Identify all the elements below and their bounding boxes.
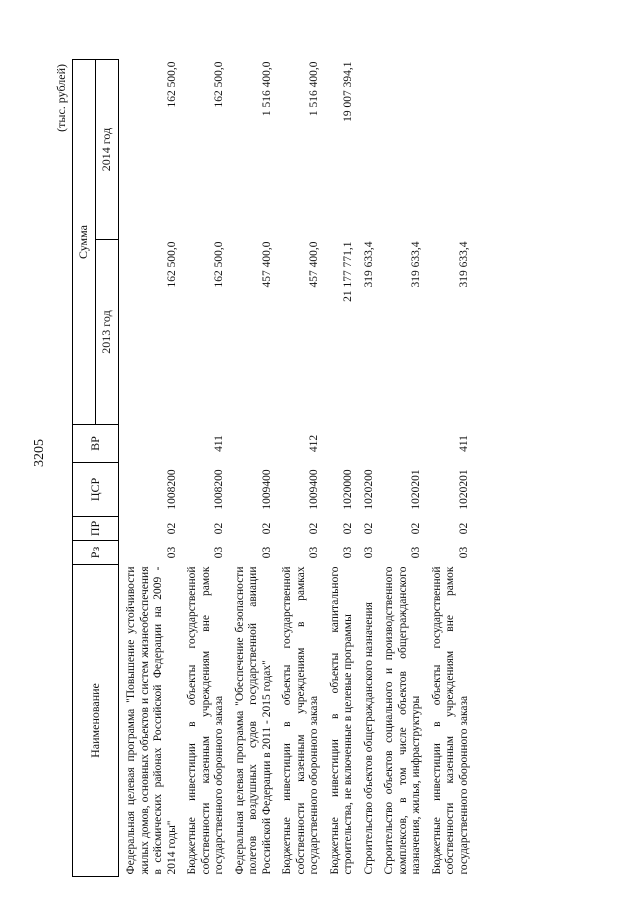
units-label: (тыс. рублей): [54, 64, 68, 132]
row-csr: 1008200: [213, 469, 225, 510]
row-vr: [119, 425, 184, 463]
header-csr: ЦСР: [73, 463, 119, 517]
row-sum-2013: 21 177 771,1: [342, 241, 354, 302]
row-sum-2014: 162 500,0: [213, 61, 225, 108]
row-sum-2014: 1 516 400,0: [308, 61, 320, 117]
row-rz: 03: [362, 546, 375, 559]
row-pr: 02: [165, 522, 178, 535]
row-vr: 411: [457, 435, 470, 452]
row-pr: 02: [260, 522, 273, 535]
row-pr: 02: [362, 522, 375, 535]
table-row: [380, 59, 428, 876]
row-name: Бюджетные инвестиции в объекты государственной собственности казенным учреждениям вне рамок государственного оборонного заказа: [430, 566, 470, 875]
row-vr: 411: [213, 435, 225, 452]
row-sum-2014: [360, 59, 381, 239]
row-sum-2013: 457 400,0: [260, 241, 273, 288]
row-csr: 1020000: [342, 469, 354, 510]
row-pr: 02: [308, 522, 320, 535]
row-name: Строительство объектов социального и производственного комплексов, в том числе объектов общегражданского назначения, жилья, инфраструктуры: [383, 566, 422, 875]
row-sum-2013: 162 500,0: [213, 241, 225, 288]
row-csr: 1009400: [260, 469, 273, 510]
row-vr: [360, 425, 381, 463]
header-vr: ВР: [73, 425, 119, 463]
row-vr: [326, 425, 360, 463]
row-sum-2014: [428, 59, 476, 239]
table-row: [326, 59, 360, 876]
row-sum-2014: [380, 59, 428, 239]
row-name: Бюджетные инвестиции в объекты капитального строительства, не включенные в целевые программы: [328, 566, 354, 875]
row-name: Федеральная целевая программа "Обеспечение безопасности полетов воздушных судов государственной авиации Российской Федерации в 2011 - 2015 годах": [233, 566, 273, 875]
row-name: Строительство объектов общегражданского назначения: [362, 602, 375, 875]
row-rz: 03: [457, 546, 470, 559]
budget-table: [72, 59, 475, 877]
row-sum-2013: 319 633,4: [362, 241, 375, 288]
table-row: [428, 59, 476, 876]
row-sum-2014: 1 516 400,0: [260, 61, 273, 117]
table-row: [183, 59, 231, 876]
table-row: [119, 59, 184, 876]
row-name: Федеральная целевая программа "Повышение устойчивости жилых домов, основных объектов и систем жизнеобеспечения в сейсмических районах Российской Федерации на 2009 - 2014 годы": [125, 566, 178, 875]
table-row: [360, 59, 381, 876]
row-rz: 03: [260, 546, 273, 559]
header-2014: 2014 год: [96, 59, 119, 239]
row-pr: 02: [457, 522, 470, 535]
table-row: [278, 59, 326, 876]
row-pr: 02: [342, 522, 354, 535]
row-sum-2013: 162 500,0: [165, 241, 178, 288]
header-pr: ПР: [73, 517, 119, 541]
row-name: Бюджетные инвестиции в объекты государственной собственности казенным учреждениям в рамках государственного оборонного заказа: [281, 566, 320, 875]
row-pr: 02: [410, 522, 422, 535]
row-sum-2013: 319 633,4: [410, 241, 422, 288]
header-rz: Рз: [73, 541, 119, 565]
row-rz: 03: [165, 546, 178, 559]
page-number: 3205: [32, 439, 47, 467]
row-rz: 03: [410, 546, 422, 559]
row-rz: 03: [308, 546, 320, 559]
row-vr: [231, 425, 279, 463]
row-name: Бюджетные инвестиции в объекты государственной собственности казенным учреждениям вне рамок государственного оборонного заказа: [186, 566, 225, 875]
row-pr: 02: [213, 522, 225, 535]
row-csr: 1020201: [457, 469, 470, 510]
header-2013: 2013 год: [96, 240, 119, 425]
row-vr: 412: [308, 434, 320, 453]
header-sum: Сумма: [73, 59, 96, 424]
row-sum-2014: 162 500,0: [165, 61, 178, 108]
row-sum-2013: 457 400,0: [308, 241, 320, 288]
row-rz: 03: [342, 546, 354, 559]
row-sum-2014: 19 007 394,1: [342, 61, 354, 122]
row-rz: 03: [213, 546, 225, 559]
row-vr: [380, 425, 428, 463]
table-row: [231, 59, 279, 876]
row-sum-2013: 319 633,4: [457, 241, 470, 288]
header-name: Наименование: [73, 565, 119, 877]
row-csr: 1009400: [308, 469, 320, 510]
row-csr: 1008200: [165, 469, 178, 510]
row-csr: 1020200: [362, 469, 375, 510]
row-csr: 1020201: [410, 469, 422, 510]
